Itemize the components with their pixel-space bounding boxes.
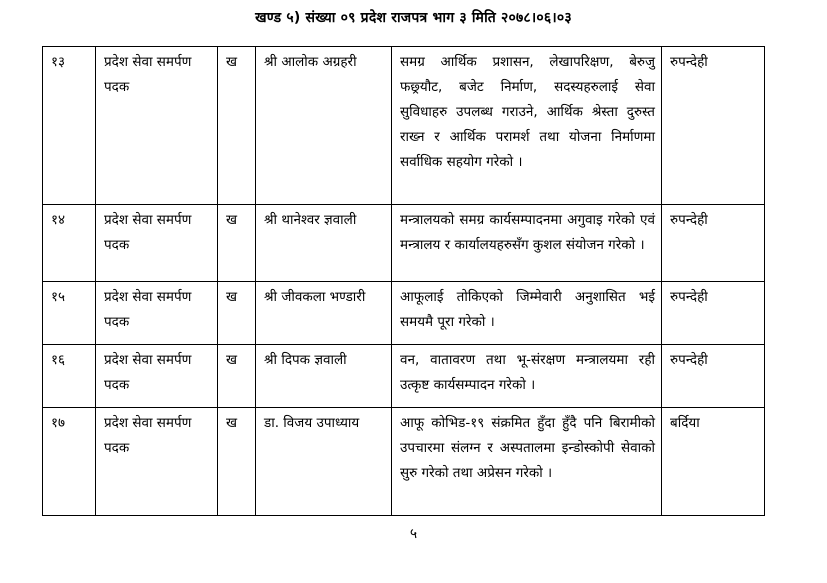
recipient-name: डा. विजय उपाध्याय (256, 408, 392, 516)
award-reason: आफूलाई तोकिएको जिम्मेवारी अनुशासित भई समयमै पूरा गरेको । (392, 282, 662, 345)
serial-number: १७ (43, 408, 96, 516)
award-name: प्रदेश सेवा समर्पण पदक (96, 47, 218, 205)
recipient-name: श्री थानेश्वर ज्ञवाली (256, 205, 392, 282)
serial-number: १४ (43, 205, 96, 282)
table-row (43, 205, 765, 282)
award-class: ख (218, 408, 256, 516)
table-row (43, 345, 765, 408)
table-row (43, 282, 765, 345)
table-row (43, 408, 765, 516)
award-reason: वन, वातावरण तथा भू-संरक्षण मन्त्रालयमा रही उत्कृष्ट कार्यसम्पादन गरेको । (392, 345, 662, 408)
award-name: प्रदेश सेवा समर्पण पदक (96, 205, 218, 282)
award-name: प्रदेश सेवा समर्पण पदक (96, 345, 218, 408)
page-number: ५ (409, 526, 418, 542)
gazette-header: खण्ड ५) संख्या ०९ प्रदेश राजपत्र भाग ३ मिति २०७८।०६।०३ (255, 10, 572, 26)
award-class: ख (218, 345, 256, 408)
award-class: ख (218, 47, 256, 205)
award-class: ख (218, 205, 256, 282)
district: रुपन्देही (662, 47, 765, 205)
serial-number: १५ (43, 282, 96, 345)
district: रुपन्देही (662, 205, 765, 282)
award-reason: आफू कोभिड-१९ संक्रमित हुँदा हुँदै पनि बिरामीको उपचारमा संलग्न र अस्पतालमा इन्डोस्कोपी सेवाको सुरु गरेको तथा अप्रेसन गरेको । (392, 408, 662, 516)
recipient-name: श्री जीवकला भण्डारी (256, 282, 392, 345)
award-reason: मन्त्रालयको समग्र कार्यसम्पादनमा अगुवाइ गरेको एवं मन्त्रालय र कार्यालयहरुसँग कुशल संयोजन गरेको । (392, 205, 662, 282)
serial-number: १६ (43, 345, 96, 408)
recipient-name: श्री दिपक ज्ञवाली (256, 345, 392, 408)
serial-number: १३ (43, 47, 96, 205)
award-name: प्रदेश सेवा समर्पण पदक (96, 408, 218, 516)
award-name: प्रदेश सेवा समर्पण पदक (96, 282, 218, 345)
district: बर्दिया (662, 408, 765, 516)
table-row (43, 47, 765, 205)
recipient-name: श्री आलोक अग्रहरी (256, 47, 392, 205)
award-class: ख (218, 282, 256, 345)
award-reason: समग्र आर्थिक प्रशासन, लेखापरिक्षण, बेरुजु फछ्र्यौट, बजेट निर्माण, सदस्यहरुलाई सेवा सुविधाहरु उपलब्ध गराउने, आर्थिक श्रेस्ता दुरुस्त राख्न र आर्थिक परामर्श तथा योजना निर्माणमा सर्वाधिक सहयोग गरेको । (392, 47, 662, 205)
district: रुपन्देही (662, 282, 765, 345)
district: रुपन्देही (662, 345, 765, 408)
award-table (42, 46, 765, 516)
